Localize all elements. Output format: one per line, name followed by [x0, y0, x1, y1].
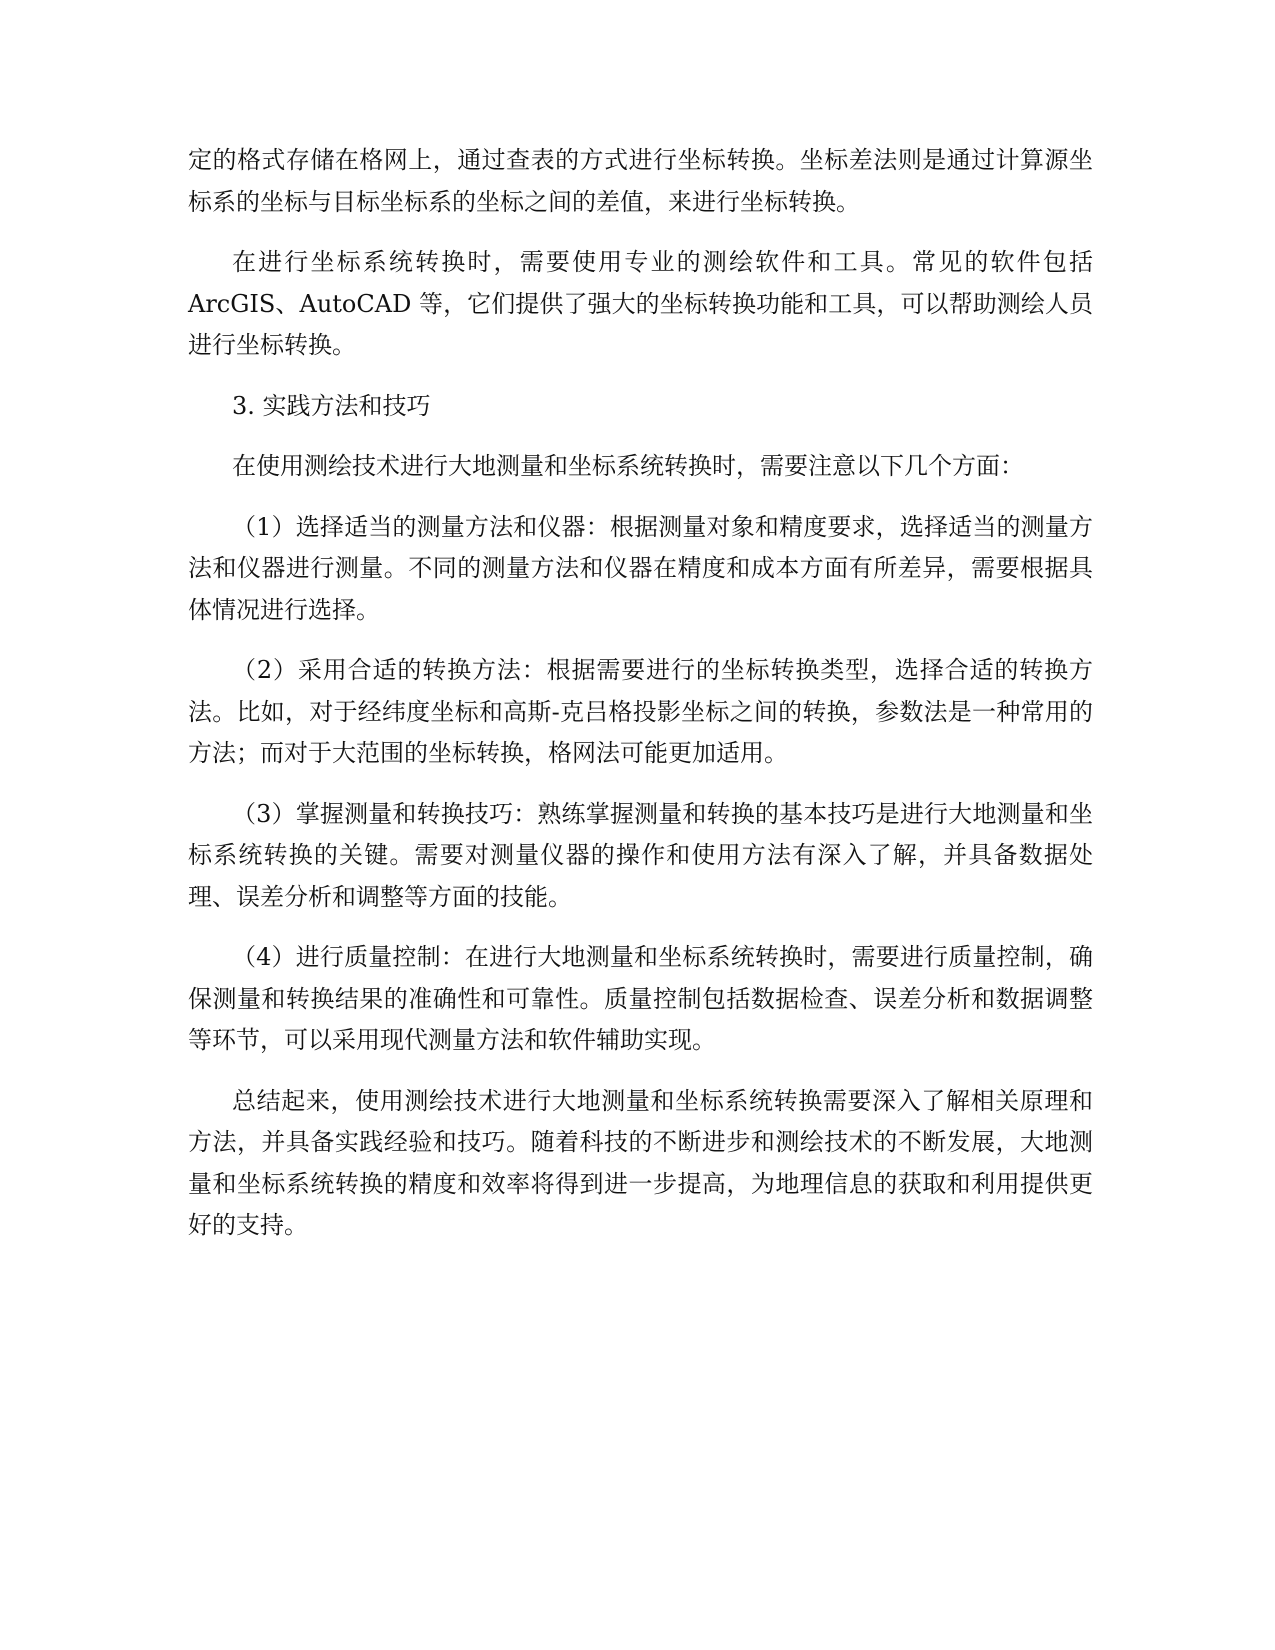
paragraph-continuation: 定的格式存储在格网上，通过查表的方式进行坐标转换。坐标差法则是通过计算源坐标系的坐标与目标坐标系的坐标之间的差值，来进行坐标转换。 — [188, 146, 1093, 216]
list-item-4: （4）进行质量控制：在进行大地测量和坐标系统转换时，需要进行质量控制，确保测量和转换结果的准确性和可靠性。质量控制包括数据检查、误差分析和数据调整等环节，可以采用现代测量方法和软件辅助实现。 — [188, 943, 1093, 1054]
list-item-3: （3）掌握测量和转换技巧：熟练掌握测量和转换的基本技巧是进行大地测量和坐标系统转换的关键。需要对测量仪器的操作和使用方法有深入了解，并具备数据处理、误差分析和调整等方面的技能。 — [188, 799, 1093, 911]
document-body — [188, 140, 1093, 1266]
list-item-2: （2）采用合适的转换方法：根据需要进行的坐标转换类型，选择合适的转换方法。比如，对于经纬度坐标和高斯-克吕格投影坐标之间的转换，参数法是一种常用的方法；而对于大范围的坐标转换，格网法可能更加适用。 — [188, 656, 1093, 767]
paragraph-intro: 在使用测绘技术进行大地测量和坐标系统转换时，需要注意以下几个方面： — [232, 452, 1024, 480]
section-heading: 3. 实践方法和技巧 — [232, 391, 431, 420]
paragraph-software: 在进行坐标系统转换时，需要使用专业的测绘软件和工具。常见的软件包括ArcGIS、AutoCAD 等，它们提供了强大的坐标转换功能和工具，可以帮助测绘人员进行坐标转换。 — [188, 248, 1093, 359]
paragraph-summary: 总结起来，使用测绘技术进行大地测量和坐标系统转换需要深入了解相关原理和方法，并具备实践经验和技巧。随着科技的不断进步和测绘技术的不断发展，大地测量和坐标系统转换的精度和效率将得到进一步提高，为地理信息的获取和利用提供更好的支持。 — [188, 1086, 1093, 1239]
list-item-1: （1）选择适当的测量方法和仪器：根据测量对象和精度要求，选择适当的测量方法和仪器进行测量。不同的测量方法和仪器在精度和成本方面有所差异，需要根据具体情况进行选择。 — [188, 512, 1093, 624]
